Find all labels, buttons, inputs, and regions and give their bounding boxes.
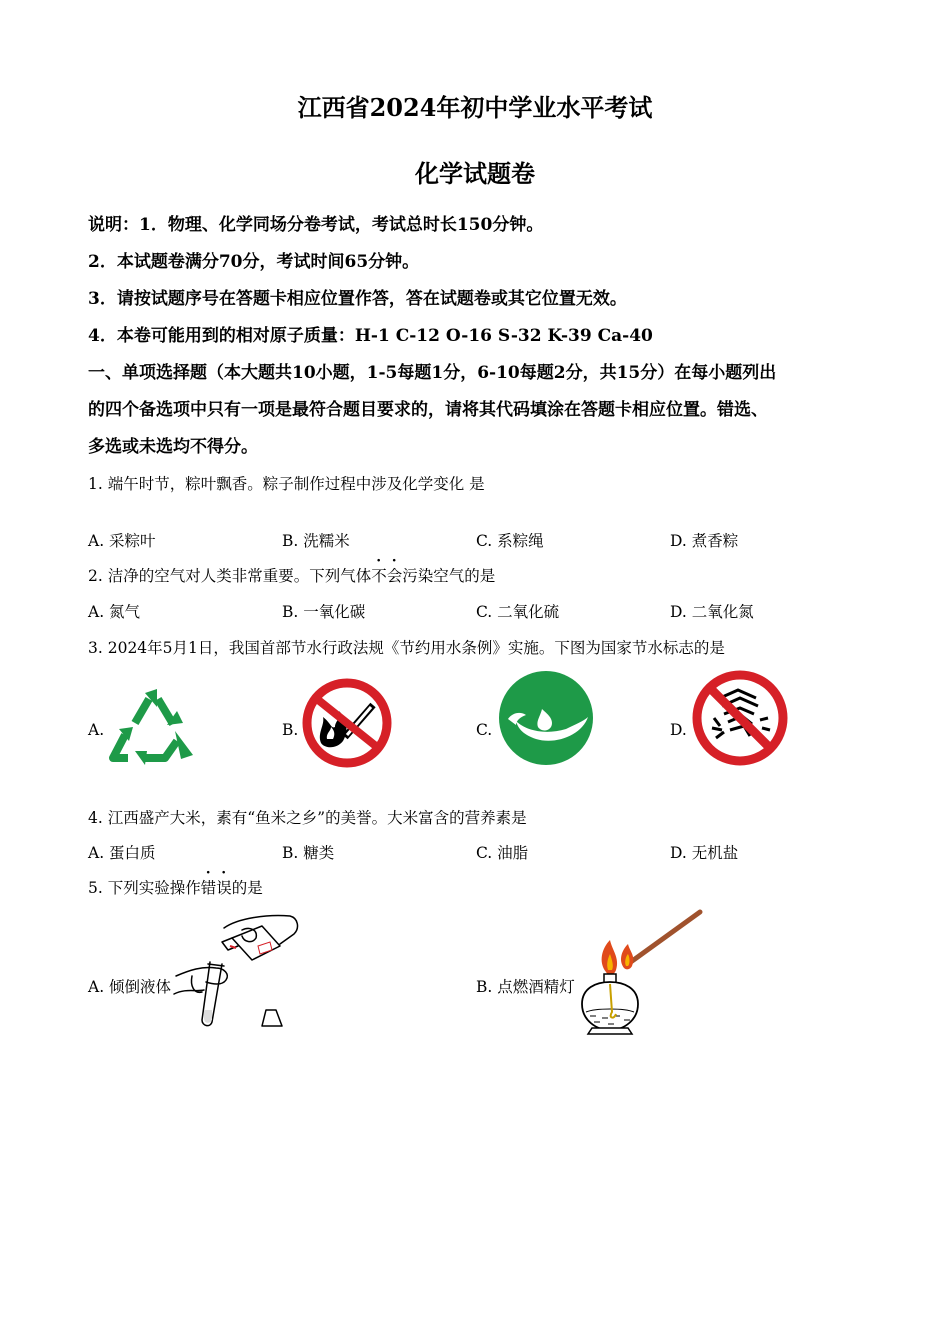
q5-emphasis-char: 错 [200,879,217,897]
q5-option-a: A. 倾倒液体 [88,978,172,996]
q4-option-d: D. 无机盐 [670,844,739,862]
question-5-stem [88,876,263,898]
q1-option-c: C. 系粽绳 [476,532,544,550]
q1-option-b: B. 洗糯米 [282,532,350,550]
q2-option-b: B. 一氧化碳 [282,603,366,621]
question-2-stem [88,564,495,586]
page-subtitle: 化学试题卷 [415,159,535,188]
question-4-stem: 4. 江西盛产大米，素有“鱼米之乡”的美誉。大米富含的营养素是 [88,809,527,827]
q5-stem-part: 的是 [231,879,263,897]
no-fireworks-icon [690,668,790,768]
q4-option-c: C. 油脂 [476,844,529,862]
q2-emphasis-char: 不 [371,567,387,585]
q2-option-a: A. 氮气 [88,603,141,621]
q1-option-d: D. 煮香粽 [670,532,739,550]
q3-option-d: D. [670,721,687,739]
q5-emphasis-char: 误 [216,879,232,897]
water-saving-icon [496,669,596,767]
q2-option-c: C. 二氧化硫 [476,603,560,621]
question-1-stem: 1. 端午时节，粽叶飘香。粽子制作过程中涉及化学变化 是 [88,475,485,493]
instruction-1: 说明：1．物理、化学同场分卷考试，考试总时长150分钟。 [88,215,544,235]
instruction-4: 4．本卷可能用到的相对原子质量：H-1 C-12 O-16 S-32 K-39 Ca-40 [88,326,653,346]
q1-option-a: A. 采粽叶 [88,532,156,550]
pouring-liquid-illustration [172,910,304,1038]
instruction-2: 2．本试题卷满分70分，考试时间65分钟。 [88,252,420,272]
q5-option-b: B. 点燃酒精灯 [476,978,575,996]
q2-stem-part: 污染空气的是 [402,567,496,585]
q4-option-b: B. 糖类 [282,844,335,862]
instruction-3: 3．请按试题序号在答题卡相应位置作答，答在试题卷或其它位置无效。 [88,289,627,309]
page-title: 江西省2024年初中学业水平考试 [297,93,653,122]
question-3-stem: 3. 2024年5月1日，我国首部节水行政法规《节约用水条例》实施。下图为国家节水标志的是 [88,639,725,657]
q4-option-a: A. 蛋白质 [88,844,156,862]
alcohol-lamp-illustration [578,908,704,1038]
q2-emphasis-char: 会 [386,567,403,585]
no-smoking-icon [301,677,393,769]
q3-option-a: A. [88,721,105,739]
recycle-icon [105,683,200,768]
section-heading-line2: 的四个备选项中只有一项是最符合题目要求的，请将其代码填涂在答题卡相应位置。错选、 [88,400,768,420]
section-heading-line1: 一、单项选择题（本大题共10小题，1-5每题1分，6-10每题2分，共15分）在每小题列出 [88,363,777,383]
section-heading-line3: 多选或未选均不得分。 [88,437,258,457]
q3-option-c: C. [476,721,493,739]
q5-stem-part: 5. 下列实验操作 [88,879,201,897]
q2-stem-part: 2. 洁净的空气对人类非常重要。下列气体 [88,567,372,585]
q3-option-b: B. [282,721,299,739]
q2-option-d: D. 二氧化氮 [670,603,754,621]
